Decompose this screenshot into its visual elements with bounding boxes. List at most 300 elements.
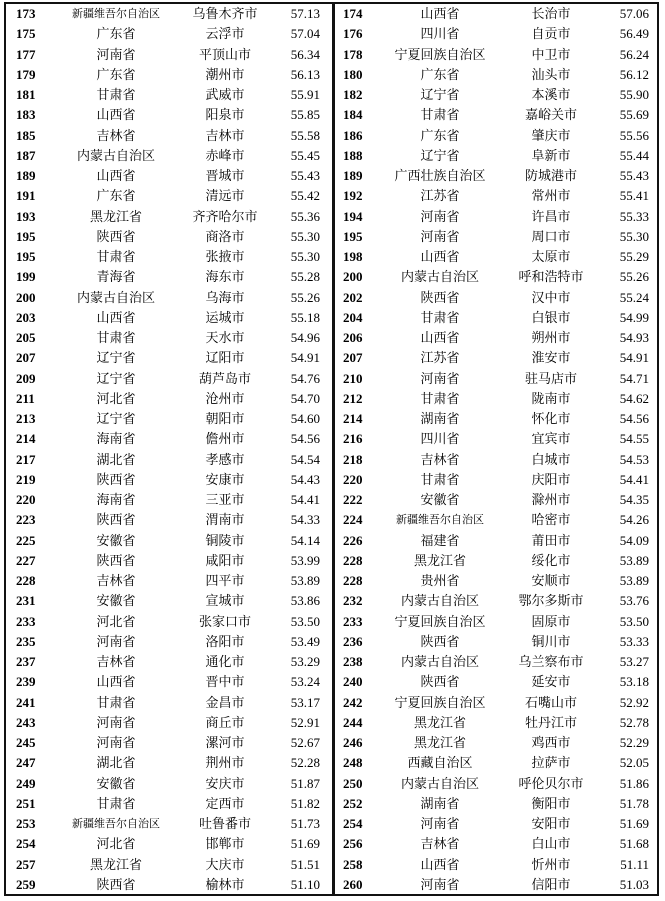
- rank-cell: 228: [343, 573, 363, 588]
- rank-cell: 217: [16, 451, 36, 467]
- table-row: [6, 693, 332, 713]
- rank-cell: 240: [343, 674, 363, 690]
- city-cell: 忻州市: [531, 856, 571, 872]
- province-cell: 新疆维吾尔自治区: [72, 8, 160, 20]
- rank-cell: 212: [343, 390, 363, 406]
- city-cell: 阳泉市: [205, 107, 245, 123]
- table-row: [6, 186, 332, 206]
- table-row: [335, 450, 657, 470]
- province-cell: 山西省: [420, 249, 460, 264]
- province-cell: 辽宁省: [420, 147, 460, 163]
- city-cell: 邯郸市: [205, 836, 245, 852]
- rank-cell: 241: [16, 694, 36, 710]
- province-cell: 河南省: [96, 633, 136, 649]
- score-cell: 54.62: [619, 390, 649, 406]
- score-cell: 54.76: [290, 370, 320, 386]
- score-cell: 51.69: [290, 836, 320, 852]
- city-cell: 驻马店市: [524, 370, 577, 386]
- score-cell: 52.78: [619, 714, 649, 730]
- province-cell: 江苏省: [420, 350, 460, 366]
- province-cell: 辽宁省: [96, 350, 136, 366]
- province-cell: 河南省: [420, 876, 460, 892]
- rank-cell: 184: [343, 107, 363, 123]
- rank-cell: 257: [16, 856, 36, 872]
- table-row: [335, 672, 657, 692]
- table-row: [6, 105, 332, 125]
- table-row: [335, 794, 657, 814]
- province-cell: 陕西省: [420, 289, 460, 305]
- score-cell: 54.09: [619, 532, 649, 548]
- table-row: [335, 632, 657, 652]
- rank-cell: 192: [343, 188, 363, 204]
- table-row: [6, 531, 332, 551]
- province-cell: 海南省: [96, 492, 136, 507]
- province-cell: 安徽省: [96, 775, 136, 791]
- rank-cell: 248: [343, 755, 363, 771]
- city-cell: 太原市: [531, 249, 571, 264]
- rank-cell: 207: [343, 350, 363, 366]
- city-cell: 潮州市: [205, 66, 245, 82]
- rank-cell: 222: [343, 492, 363, 507]
- rank-cell: 259: [16, 876, 36, 892]
- score-cell: 55.18: [290, 309, 320, 325]
- table-row: [6, 267, 332, 287]
- score-cell: 53.89: [290, 573, 320, 588]
- city-cell: 宣城市: [205, 593, 245, 609]
- rank-cell: 179: [16, 66, 36, 82]
- table-row: [6, 713, 332, 733]
- table-row: [6, 65, 332, 85]
- province-cell: 宁夏回族自治区: [394, 613, 486, 629]
- score-cell: 53.29: [290, 654, 320, 669]
- city-cell: 赤峰市: [205, 147, 245, 163]
- table-row: [6, 490, 332, 510]
- score-cell: 51.78: [619, 795, 649, 811]
- rank-cell: 178: [343, 46, 363, 62]
- rank-cell: 193: [16, 208, 36, 224]
- province-cell: 陕西省: [420, 633, 460, 649]
- rank-cell: 239: [16, 674, 36, 690]
- table-row: [335, 126, 657, 146]
- table-row: [6, 247, 332, 267]
- city-cell: 哈密市: [531, 512, 571, 528]
- city-cell: 乌海市: [205, 289, 245, 305]
- table-row: [335, 267, 657, 287]
- table-row: [6, 470, 332, 490]
- rank-cell: 177: [16, 46, 36, 62]
- score-cell: 56.13: [290, 66, 320, 82]
- rank-cell: 228: [343, 552, 363, 568]
- table-row: [335, 247, 657, 267]
- province-cell: 甘肃省: [96, 249, 136, 264]
- table-row: [335, 693, 657, 713]
- province-cell: 黑龙江省: [413, 735, 466, 750]
- city-cell: 呼和浩特市: [518, 269, 584, 285]
- table-row: [335, 308, 657, 328]
- table-row: [6, 510, 332, 530]
- table-row: [335, 389, 657, 409]
- rank-cell: 226: [343, 532, 363, 548]
- score-cell: 57.13: [290, 6, 320, 21]
- rank-cell: 189: [343, 168, 363, 183]
- table-row: [335, 612, 657, 632]
- table-row: [6, 328, 332, 348]
- city-cell: 肇庆市: [531, 127, 571, 143]
- score-cell: 51.73: [290, 816, 320, 831]
- table-row: [6, 834, 332, 854]
- rank-cell: 224: [343, 512, 363, 528]
- score-cell: 52.29: [619, 735, 649, 750]
- table-row: [6, 288, 332, 308]
- table-row: [6, 409, 332, 429]
- table-row: [6, 652, 332, 672]
- table-row: [335, 369, 657, 389]
- city-cell: 辽阳市: [205, 350, 245, 366]
- province-cell: 吉林省: [420, 836, 460, 852]
- score-cell: 56.34: [290, 46, 320, 62]
- score-cell: 51.51: [290, 856, 320, 872]
- score-cell: 56.24: [619, 46, 649, 62]
- province-cell: 甘肃省: [96, 795, 136, 811]
- score-cell: 51.10: [290, 876, 320, 892]
- province-cell: 青海省: [96, 269, 136, 285]
- province-cell: 贵州省: [420, 573, 460, 588]
- province-cell: 山西省: [96, 674, 136, 690]
- rank-cell: 173: [16, 6, 36, 21]
- table-row: [335, 733, 657, 753]
- rank-cell: 216: [343, 431, 363, 447]
- city-cell: 呼伦贝尔市: [518, 775, 584, 791]
- city-cell: 运城市: [205, 309, 245, 325]
- city-cell: 鸡西市: [531, 735, 571, 750]
- city-cell: 石嘴山市: [524, 694, 577, 710]
- score-cell: 55.29: [619, 249, 649, 264]
- table-row: [335, 774, 657, 794]
- province-cell: 吉林省: [420, 451, 460, 467]
- table-row: [335, 409, 657, 429]
- table-row: [6, 308, 332, 328]
- city-cell: 延安市: [531, 674, 571, 690]
- table-row: [6, 875, 332, 895]
- city-cell: 安阳市: [531, 816, 571, 831]
- table-row: [335, 146, 657, 166]
- city-cell: 大庆市: [205, 856, 245, 872]
- table-row: [6, 571, 332, 591]
- rank-cell: 220: [16, 492, 36, 507]
- province-cell: 安徽省: [96, 532, 136, 548]
- table-row: [6, 45, 332, 65]
- city-cell: 四平市: [205, 573, 245, 588]
- score-cell: 53.17: [290, 694, 320, 710]
- table-row: [335, 652, 657, 672]
- rank-cell: 195: [16, 228, 36, 244]
- city-cell: 商丘市: [205, 714, 245, 730]
- table-row: [6, 814, 332, 834]
- rank-cell: 260: [343, 876, 363, 892]
- rank-cell: 238: [343, 654, 363, 669]
- province-cell: 河南省: [420, 816, 460, 831]
- city-cell: 葫芦岛市: [198, 370, 251, 386]
- province-cell: 山西省: [420, 330, 460, 345]
- table-left-half: [6, 4, 332, 894]
- province-cell: 河南省: [96, 46, 136, 62]
- table-row: [6, 389, 332, 409]
- score-cell: 55.41: [619, 188, 649, 204]
- city-cell: 武威市: [205, 87, 245, 102]
- city-cell: 漯河市: [205, 735, 245, 750]
- rank-cell: 200: [343, 269, 363, 285]
- city-cell: 吉林市: [205, 127, 245, 143]
- table-row: [335, 166, 657, 186]
- city-cell: 鄂尔多斯市: [518, 593, 584, 609]
- score-cell: 52.28: [290, 755, 320, 771]
- city-cell: 荆州市: [205, 755, 245, 771]
- score-cell: 54.96: [290, 330, 320, 345]
- city-cell: 本溪市: [531, 87, 571, 102]
- rank-cell: 220: [343, 471, 363, 487]
- city-cell: 吐鲁番市: [198, 816, 251, 831]
- score-cell: 54.91: [290, 350, 320, 366]
- rank-cell: 246: [343, 735, 363, 750]
- score-cell: 53.86: [290, 593, 320, 609]
- province-cell: 陕西省: [96, 471, 136, 487]
- table-row: [335, 531, 657, 551]
- city-cell: 清远市: [205, 188, 245, 204]
- score-cell: 53.99: [290, 552, 320, 568]
- city-cell: 长治市: [531, 6, 571, 21]
- table-row: [335, 855, 657, 875]
- score-cell: 55.43: [290, 168, 320, 183]
- city-cell: 张家口市: [198, 613, 251, 629]
- rank-cell: 218: [343, 451, 363, 467]
- city-cell: 孝感市: [205, 451, 245, 467]
- score-cell: 53.49: [290, 633, 320, 649]
- province-cell: 河南省: [96, 714, 136, 730]
- province-cell: 甘肃省: [96, 694, 136, 710]
- table-row: [6, 753, 332, 773]
- city-cell: 自贡市: [531, 26, 571, 42]
- score-cell: 55.36: [290, 208, 320, 224]
- score-cell: 53.27: [619, 654, 649, 669]
- score-cell: 54.70: [290, 390, 320, 406]
- city-cell: 汉中市: [531, 289, 571, 305]
- table-row: [6, 207, 332, 227]
- province-cell: 河南省: [420, 208, 460, 224]
- rank-cell: 174: [343, 6, 363, 21]
- table-row: [6, 85, 332, 105]
- score-cell: 53.24: [290, 674, 320, 690]
- province-cell: 江苏省: [420, 188, 460, 204]
- province-cell: 吉林省: [96, 573, 136, 588]
- city-cell: 三亚市: [205, 492, 245, 507]
- score-cell: 54.33: [290, 512, 320, 528]
- city-cell: 天水市: [205, 330, 245, 345]
- table-row: [6, 429, 332, 449]
- province-cell: 吉林省: [96, 654, 136, 669]
- rank-cell: 199: [16, 269, 36, 285]
- province-cell: 陕西省: [96, 876, 136, 892]
- score-cell: 53.89: [619, 573, 649, 588]
- table-row: [6, 591, 332, 611]
- city-cell: 张掖市: [205, 249, 245, 264]
- table-row: [6, 551, 332, 571]
- table-row: [335, 207, 657, 227]
- province-cell: 广东省: [96, 188, 136, 204]
- score-cell: 55.26: [290, 289, 320, 305]
- score-cell: 53.76: [619, 593, 649, 609]
- city-cell: 防城港市: [524, 168, 577, 183]
- rank-cell: 202: [343, 289, 363, 305]
- city-cell: 滁州市: [531, 492, 571, 507]
- score-cell: 51.86: [619, 775, 649, 791]
- province-cell: 甘肃省: [96, 87, 136, 102]
- rank-cell: 252: [343, 795, 363, 811]
- province-cell: 甘肃省: [420, 471, 460, 487]
- rank-cell: 198: [343, 249, 363, 264]
- rank-cell: 219: [16, 471, 36, 487]
- city-cell: 朝阳市: [205, 411, 245, 426]
- table-row: [335, 45, 657, 65]
- score-cell: 55.91: [290, 87, 320, 102]
- province-cell: 广东省: [96, 26, 136, 42]
- city-cell: 儋州市: [205, 431, 245, 447]
- province-cell: 河北省: [96, 613, 136, 629]
- rank-cell: 210: [343, 370, 363, 386]
- rank-cell: 205: [16, 330, 36, 345]
- rank-cell: 254: [16, 836, 36, 852]
- table-row: [6, 227, 332, 247]
- province-cell: 广东省: [420, 127, 460, 143]
- city-cell: 安康市: [205, 471, 245, 487]
- province-cell: 河南省: [96, 735, 136, 750]
- score-cell: 51.82: [290, 795, 320, 811]
- rank-cell: 243: [16, 714, 36, 730]
- table-row: [6, 126, 332, 146]
- province-cell: 山西省: [420, 6, 460, 21]
- city-cell: 衡阳市: [531, 795, 571, 811]
- rank-cell: 206: [343, 330, 363, 345]
- city-cell: 庆阳市: [531, 471, 571, 487]
- table-row: [335, 490, 657, 510]
- table-row: [335, 348, 657, 368]
- score-cell: 53.33: [619, 633, 649, 649]
- province-cell: 辽宁省: [420, 87, 460, 102]
- table-row: [335, 510, 657, 530]
- city-cell: 铜川市: [531, 633, 571, 649]
- city-cell: 牡丹江市: [524, 714, 577, 730]
- city-cell: 嘉峪关市: [524, 107, 577, 123]
- province-cell: 黑龙江省: [413, 552, 466, 568]
- rank-cell: 188: [343, 147, 363, 163]
- table-row: [6, 450, 332, 470]
- score-cell: 54.56: [619, 411, 649, 426]
- city-cell: 平顶山市: [198, 46, 251, 62]
- city-cell: 安顺市: [531, 573, 571, 588]
- score-cell: 57.04: [290, 26, 320, 42]
- province-cell: 广东省: [420, 66, 460, 82]
- score-cell: 57.06: [619, 6, 649, 21]
- province-cell: 河南省: [420, 228, 460, 244]
- table-row: [6, 166, 332, 186]
- province-cell: 宁夏回族自治区: [394, 46, 486, 62]
- city-cell: 通化市: [205, 654, 245, 669]
- rank-cell: 191: [16, 188, 36, 204]
- province-cell: 河北省: [96, 836, 136, 852]
- table-row: [6, 672, 332, 692]
- score-cell: 51.68: [619, 836, 649, 852]
- score-cell: 52.05: [619, 755, 649, 771]
- rank-cell: 258: [343, 856, 363, 872]
- score-cell: 55.24: [619, 289, 649, 305]
- rank-cell: 242: [343, 694, 363, 710]
- city-cell: 白城市: [531, 451, 571, 467]
- score-cell: 54.26: [619, 512, 649, 528]
- table-row: [335, 551, 657, 571]
- score-cell: 56.49: [619, 26, 649, 42]
- province-cell: 内蒙古自治区: [400, 593, 479, 609]
- rank-cell: 228: [16, 573, 36, 588]
- rank-cell: 249: [16, 775, 36, 791]
- province-cell: 广西壮族自治区: [394, 168, 486, 183]
- province-cell: 福建省: [420, 532, 460, 548]
- rank-cell: 186: [343, 127, 363, 143]
- table-row: [6, 855, 332, 875]
- score-cell: 55.44: [619, 147, 649, 163]
- score-cell: 55.45: [290, 147, 320, 163]
- score-cell: 55.85: [290, 107, 320, 123]
- city-cell: 齐齐哈尔市: [192, 208, 258, 224]
- table-row: [335, 834, 657, 854]
- score-cell: 54.71: [619, 370, 649, 386]
- score-cell: 55.90: [619, 87, 649, 102]
- table-row: [335, 753, 657, 773]
- city-cell: 金昌市: [205, 694, 245, 710]
- city-cell: 晋城市: [205, 168, 245, 183]
- province-cell: 海南省: [96, 431, 136, 447]
- table-row: [335, 571, 657, 591]
- province-cell: 新疆维吾尔自治区: [72, 818, 160, 830]
- city-cell: 晋中市: [205, 674, 245, 690]
- rank-cell: 251: [16, 795, 36, 811]
- province-cell: 内蒙古自治区: [400, 269, 479, 285]
- province-cell: 甘肃省: [420, 107, 460, 123]
- rank-cell: 183: [16, 107, 36, 123]
- rank-cell: 250: [343, 775, 363, 791]
- province-cell: 山西省: [420, 856, 460, 872]
- province-cell: 辽宁省: [96, 370, 136, 386]
- province-cell: 陕西省: [96, 512, 136, 528]
- score-cell: 51.87: [290, 775, 320, 791]
- province-cell: 吉林省: [96, 127, 136, 143]
- rank-cell: 200: [16, 289, 36, 305]
- province-cell: 陕西省: [96, 228, 136, 244]
- rank-cell: 237: [16, 654, 36, 669]
- province-cell: 广东省: [96, 66, 136, 82]
- rank-cell: 209: [16, 370, 36, 386]
- city-cell: 云浮市: [205, 26, 245, 42]
- province-cell: 内蒙古自治区: [400, 775, 479, 791]
- rank-cell: 232: [343, 593, 363, 609]
- province-cell: 四川省: [420, 431, 460, 447]
- city-cell: 定西市: [205, 795, 245, 811]
- city-cell: 怀化市: [531, 411, 571, 426]
- city-cell: 周口市: [531, 228, 571, 244]
- score-cell: 51.11: [620, 856, 649, 872]
- score-cell: 54.60: [290, 411, 320, 426]
- table-row: [335, 591, 657, 611]
- table-row: [6, 794, 332, 814]
- province-cell: 山西省: [96, 309, 136, 325]
